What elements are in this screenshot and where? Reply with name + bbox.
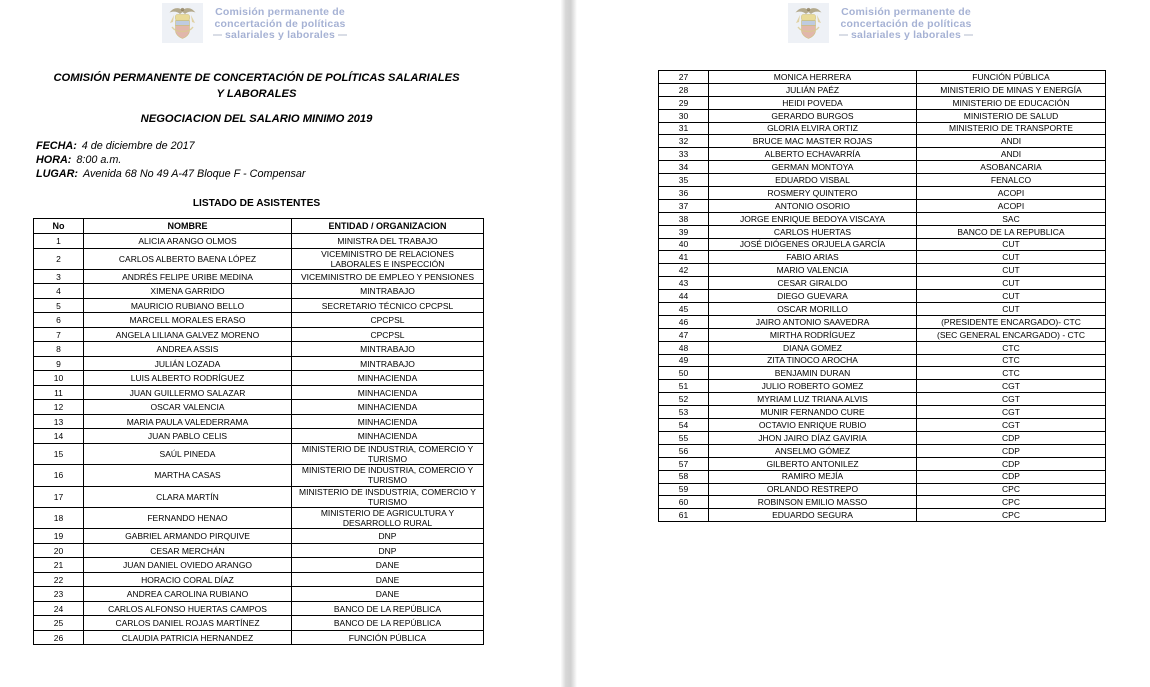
cell-no: 51 (659, 380, 709, 393)
cell-entity: (SEC GENERAL ENCARGADO) - CTC (917, 328, 1106, 341)
cell-no: 25 (34, 616, 84, 631)
table-row (34, 587, 484, 602)
cell-entity: SECRETARIO TÉCNICO CPCPSL (292, 298, 484, 313)
table-row (659, 354, 1106, 367)
cell-no: 24 (34, 601, 84, 616)
attendee-table-page-2 (658, 70, 1106, 522)
cell-no: 17 (34, 486, 84, 507)
table-row (659, 83, 1106, 96)
cell-no: 32 (659, 135, 709, 148)
table-row (659, 406, 1106, 419)
cell-entity: CGT (917, 419, 1106, 432)
table-row (659, 380, 1106, 393)
table-row (659, 96, 1106, 109)
cell-entity: MINISTERIO DE TRANSPORTE (917, 122, 1106, 135)
cell-name: JUAN DANIEL OVIEDO ARANGO (84, 558, 292, 573)
table-row (34, 486, 484, 507)
cell-entity: MINISTERIO DE AGRICULTURA Y DESARROLLO RURAL (292, 508, 484, 529)
cell-entity: CGT (917, 380, 1106, 393)
cell-name: CARLOS DANIEL ROJAS MARTÍNEZ (84, 616, 292, 631)
cell-entity: BANCO DE LA REPÚBLICA (292, 601, 484, 616)
cell-entity: CPC (917, 483, 1106, 496)
cell-name: OSCAR MORILLO (709, 303, 917, 316)
cell-no: 39 (659, 225, 709, 238)
cell-no: 4 (34, 284, 84, 299)
cell-entity: ACOPI (917, 187, 1106, 200)
cell-entity: MINHACIENDA (292, 385, 484, 400)
cell-name: JAIRO ANTONIO SAAVEDRA (709, 315, 917, 328)
table-row (34, 616, 484, 631)
cell-entity: CUT (917, 264, 1106, 277)
cell-entity: CGT (917, 406, 1106, 419)
table-row (34, 269, 484, 284)
cell-entity: FENALCO (917, 174, 1106, 187)
table-row (34, 443, 484, 464)
cell-entity: MINHACIENDA (292, 400, 484, 415)
cell-entity: CTC (917, 367, 1106, 380)
table-row (34, 234, 484, 249)
cell-entity: MINISTERIO DE INSDUSTRIA, COMERCIO Y TURISMO (292, 486, 484, 507)
cell-no: 34 (659, 161, 709, 174)
cell-no: 54 (659, 419, 709, 432)
cell-entity: DANE (292, 587, 484, 602)
cell-entity: CTC (917, 354, 1106, 367)
lugar-value: Avenida 68 No 49 A-47 Bloque F - Compensar (82, 168, 306, 181)
table-row (659, 174, 1106, 187)
cell-no: 36 (659, 187, 709, 200)
cell-name: EDUARDO VISBAL (709, 174, 917, 187)
cell-name: JULIO ROBERTO GOMEZ (709, 380, 917, 393)
table-row (659, 277, 1106, 290)
table-row (659, 109, 1106, 122)
table-row (34, 248, 484, 269)
table-row (34, 630, 484, 645)
cell-entity: MINISTERIO DE SALUD (917, 109, 1106, 122)
table-row (34, 371, 484, 386)
cell-name: JORGE ENRIQUE BEDOYA VISCAYA (709, 212, 917, 225)
table-row (659, 328, 1106, 341)
table-row (659, 303, 1106, 316)
table-row (659, 290, 1106, 303)
table-row (659, 212, 1106, 225)
cell-name: FABIO ARIAS (709, 251, 917, 264)
colombia-coat-of-arms-icon (162, 3, 203, 43)
cell-no: 56 (659, 444, 709, 457)
header-no: No (34, 219, 84, 234)
decorative-dash (213, 34, 222, 36)
cell-no: 33 (659, 148, 709, 161)
cell-no: 18 (34, 508, 84, 529)
table-row (659, 199, 1106, 212)
cell-name: ANDREA CAROLINA RUBIANO (84, 587, 292, 602)
cell-name: JOSÉ DIÓGENES ORJUELA GARCÍA (709, 238, 917, 251)
cell-entity: CPCPSL (292, 313, 484, 328)
cell-name: ORLANDO RESTREPO (709, 483, 917, 496)
cell-name: ROSMERY QUINTERO (709, 187, 917, 200)
cell-name: ALICIA ARANGO OLMOS (84, 234, 292, 249)
cell-entity: DANE (292, 572, 484, 587)
cell-no: 20 (34, 543, 84, 558)
cell-entity: MINISTRA DEL TRABAJO (292, 234, 484, 249)
cell-no: 29 (659, 96, 709, 109)
cell-name: ZITA TINOCO AROCHA (709, 354, 917, 367)
cell-entity: CGT (917, 393, 1106, 406)
cell-entity: VICEMINISTRO DE RELACIONES LABORALES E INSPECCIÓN (292, 248, 484, 269)
table-row (659, 264, 1106, 277)
cell-no: 26 (34, 630, 84, 645)
logo-line-3: salariales y laborales (836, 30, 976, 42)
cell-entity: VICEMINISTRO DE EMPLEO Y PENSIONES (292, 269, 484, 284)
hora-value: 8:00 a.m. (76, 154, 122, 167)
cell-entity: (PRESIDENTE ENCARGADO)- CTC (917, 315, 1106, 328)
cell-name: GERMAN MONTOYA (709, 161, 917, 174)
hora-label: HORA: (36, 154, 72, 167)
attendee-list-title: LISTADO DE ASISTENTES (192, 198, 321, 209)
cell-no: 46 (659, 315, 709, 328)
cell-no: 13 (34, 414, 84, 429)
lugar-label: LUGAR: (36, 168, 78, 181)
cell-name: ANDRÉS FELIPE URIBE MEDINA (84, 269, 292, 284)
table-row (659, 135, 1106, 148)
cell-name: DIANA GOMEZ (709, 341, 917, 354)
cell-entity: DNP (292, 543, 484, 558)
table-row (34, 284, 484, 299)
lugar-line (36, 167, 305, 181)
cell-no: 49 (659, 354, 709, 367)
cell-name: RAMIRO MEJÍA (709, 470, 917, 483)
table-row (34, 414, 484, 429)
cell-no: 21 (34, 558, 84, 573)
cell-no: 48 (659, 341, 709, 354)
cell-no: 7 (34, 327, 84, 342)
table-row (659, 71, 1106, 84)
cell-name: ANGELA LILIANA GALVEZ MORENO (84, 327, 292, 342)
cell-entity: CUT (917, 238, 1106, 251)
cell-no: 5 (34, 298, 84, 313)
table-row (659, 225, 1106, 238)
document-title-line-1: COMISIÓN PERMANENTE DE CONCERTACIÓN DE POLÍTICAS SALARIALES (53, 72, 460, 84)
cell-no: 37 (659, 199, 709, 212)
header-nombre: NOMBRE (84, 219, 292, 234)
cell-no: 57 (659, 457, 709, 470)
document-subtitle: NEGOCIACION DEL SALARIO MINIMO 2019 (140, 113, 373, 125)
cell-entity: CDP (917, 470, 1106, 483)
cell-entity: MINHACIENDA (292, 371, 484, 386)
cell-entity: ANDI (917, 148, 1106, 161)
table-row (659, 148, 1106, 161)
cell-name: MARCELL MORALES ERASO (84, 313, 292, 328)
cell-name: CARLOS ALBERTO BAENA LÓPEZ (84, 248, 292, 269)
cell-no: 22 (34, 572, 84, 587)
cell-name: EDUARDO SEGURA (709, 509, 917, 522)
cell-entity: MINTRABAJO (292, 342, 484, 357)
cell-name: GLORIA ELVIRA ORTIZ (709, 122, 917, 135)
table-row (659, 315, 1106, 328)
page-2 (577, 0, 1150, 687)
cell-name: MONICA HERRERA (709, 71, 917, 84)
cell-no: 45 (659, 303, 709, 316)
table-row (34, 385, 484, 400)
page-1 (0, 0, 561, 687)
cell-no: 14 (34, 429, 84, 444)
cell-entity: CPC (917, 496, 1106, 509)
cell-no: 55 (659, 431, 709, 444)
cell-entity: MINTRABAJO (292, 356, 484, 371)
cell-no: 40 (659, 238, 709, 251)
cell-entity: DNP (292, 529, 484, 544)
cell-name: CLARA MARTÍN (84, 486, 292, 507)
table-row (34, 558, 484, 573)
cell-entity: MINISTERIO DE EDUCACIÓN (917, 96, 1106, 109)
cell-no: 35 (659, 174, 709, 187)
fecha-label: FECHA: (36, 140, 77, 152)
cell-entity: SAC (917, 212, 1106, 225)
cell-no: 9 (34, 356, 84, 371)
cell-no: 61 (659, 509, 709, 522)
cell-no: 58 (659, 470, 709, 483)
cell-name: CESAR MERCHÁN (84, 543, 292, 558)
table-row (659, 367, 1106, 380)
cell-entity: MINISTERIO DE MINAS Y ENERGÍA (917, 83, 1106, 96)
cell-name: JUAN PABLO CELIS (84, 429, 292, 444)
cell-name: MARIO VALENCIA (709, 264, 917, 277)
table-row (34, 543, 484, 558)
cell-no: 6 (34, 313, 84, 328)
logo-line-2: concertación de políticas (214, 17, 346, 30)
table-row (659, 341, 1106, 354)
cell-no: 41 (659, 251, 709, 264)
cell-no: 8 (34, 342, 84, 357)
cell-no: 16 (34, 465, 84, 486)
cell-name: ALBERTO ECHAVARRÍA (709, 148, 917, 161)
cell-name: CESAR GIRALDO (709, 277, 917, 290)
table-row (34, 529, 484, 544)
cell-no: 44 (659, 290, 709, 303)
cell-entity: CUT (917, 251, 1106, 264)
cell-name: FERNANDO HENAO (84, 508, 292, 529)
hora-line (36, 153, 305, 167)
cell-no: 1 (34, 234, 84, 249)
cell-entity: CDP (917, 457, 1106, 470)
cell-no: 60 (659, 496, 709, 509)
cell-name: LUIS ALBERTO RODRÍGUEZ (84, 371, 292, 386)
cell-name: CARLOS ALFONSO HUERTAS CAMPOS (84, 601, 292, 616)
cell-entity: CUT (917, 290, 1106, 303)
logo-line-2: concertación de políticas (840, 17, 972, 30)
table-row (659, 509, 1106, 522)
cell-name: JULIÁN LOZADA (84, 356, 292, 371)
cell-name: CLAUDIA PATRICIA HERNANDEZ (84, 630, 292, 645)
page-gutter (561, 0, 577, 687)
header-entidad: ENTIDAD / ORGANIZACION (292, 219, 484, 234)
decorative-dash (964, 34, 973, 36)
cell-no: 59 (659, 483, 709, 496)
table-row (659, 496, 1106, 509)
cell-name: ROBINSON EMILIO MASSO (709, 496, 917, 509)
cell-no: 43 (659, 277, 709, 290)
logo-line-3: salariales y laborales (210, 30, 350, 42)
cell-entity: MINTRABAJO (292, 284, 484, 299)
cell-no: 52 (659, 393, 709, 406)
cell-no: 53 (659, 406, 709, 419)
table-header-row (34, 219, 484, 234)
cell-entity: FUNCIÓN PÚBLICA (917, 71, 1106, 84)
cell-name: MIRTHA RODRÍGUEZ (709, 328, 917, 341)
logo-text (210, 3, 350, 42)
document-title (30, 70, 483, 102)
letterhead (788, 3, 976, 43)
table-row (34, 601, 484, 616)
cell-no: 31 (659, 122, 709, 135)
table-row (34, 342, 484, 357)
letterhead (162, 3, 350, 43)
cell-name: HEIDI POVEDA (709, 96, 917, 109)
colombia-coat-of-arms-icon (788, 3, 829, 43)
table-row (34, 327, 484, 342)
cell-entity: MINISTERIO DE INDUSTRIA, COMERCIO Y TURISMO (292, 465, 484, 486)
cell-no: 47 (659, 328, 709, 341)
cell-name: JUAN GUILLERMO SALAZAR (84, 385, 292, 400)
table-row (34, 465, 484, 486)
cell-name: JHON JAIRO DÍAZ GAVIRIA (709, 431, 917, 444)
cell-name: MARTHA CASAS (84, 465, 292, 486)
cell-no: 12 (34, 400, 84, 415)
cell-name: MARIA PAULA VALEDERRAMA (84, 414, 292, 429)
cell-entity: MINHACIENDA (292, 429, 484, 444)
cell-no: 38 (659, 212, 709, 225)
cell-entity: CUT (917, 303, 1106, 316)
table-row (659, 431, 1106, 444)
table-row (659, 444, 1106, 457)
cell-no: 11 (34, 385, 84, 400)
cell-name: HORACIO CORAL DÍAZ (84, 572, 292, 587)
cell-name: ANTONIO OSORIO (709, 199, 917, 212)
cell-name: GERARDO BURGOS (709, 109, 917, 122)
cell-no: 23 (34, 587, 84, 602)
cell-entity: BANCO DE LA REPUBLICA (917, 225, 1106, 238)
cell-entity: MINHACIENDA (292, 414, 484, 429)
cell-entity: MINISTERIO DE INDUSTRIA, COMERCIO Y TURISMO (292, 443, 484, 464)
table-row (34, 298, 484, 313)
table-row (34, 508, 484, 529)
table-row (34, 313, 484, 328)
cell-entity: CPCPSL (292, 327, 484, 342)
cell-no: 50 (659, 367, 709, 380)
table-row (659, 251, 1106, 264)
table-row (659, 483, 1106, 496)
cell-name: ANSELMO GÓMEZ (709, 444, 917, 457)
cell-no: 19 (34, 529, 84, 544)
fecha-line (36, 139, 305, 153)
cell-entity: CUT (917, 277, 1106, 290)
table-row (659, 457, 1106, 470)
decorative-dash (338, 34, 347, 36)
cell-entity: ANDI (917, 135, 1106, 148)
cell-name: CARLOS HUERTAS (709, 225, 917, 238)
table-row (659, 187, 1106, 200)
cell-name: MUNIR FERNANDO CURE (709, 406, 917, 419)
cell-no: 3 (34, 269, 84, 284)
cell-no: 42 (659, 264, 709, 277)
cell-name: XIMENA GARRIDO (84, 284, 292, 299)
table-row (659, 470, 1106, 483)
table-row (34, 356, 484, 371)
table-row (659, 393, 1106, 406)
cell-no: 28 (659, 83, 709, 96)
table-row (34, 400, 484, 415)
table-row (659, 161, 1106, 174)
cell-name: GILBERTO ANTONILEZ (709, 457, 917, 470)
cell-no: 15 (34, 443, 84, 464)
cell-no: 10 (34, 371, 84, 386)
cell-entity: ACOPI (917, 199, 1106, 212)
cell-entity: FUNCIÓN PÚBLICA (292, 630, 484, 645)
logo-text (836, 3, 976, 42)
cell-entity: CDP (917, 431, 1106, 444)
cell-name: DIEGO GUEVARA (709, 290, 917, 303)
logo-line-1: Comisión permanente de (215, 6, 345, 18)
cell-entity: CPC (917, 509, 1106, 522)
cell-name: MYRIAM LUZ TRIANA ALVIS (709, 393, 917, 406)
cell-name: OSCAR VALENCIA (84, 400, 292, 415)
table-row (659, 122, 1106, 135)
meeting-meta (36, 139, 305, 182)
cell-entity: CDP (917, 444, 1106, 457)
logo-line-1: Comisión permanente de (841, 6, 971, 18)
table-row (659, 238, 1106, 251)
decorative-dash (839, 34, 848, 36)
cell-name: ANDREA ASSIS (84, 342, 292, 357)
cell-entity: DANE (292, 558, 484, 573)
attendee-table-page-1 (33, 218, 484, 645)
cell-name: OCTAVIO ENRIQUE RUBIO (709, 419, 917, 432)
table-row (34, 429, 484, 444)
cell-name: GABRIEL ARMANDO PIRQUIVE (84, 529, 292, 544)
document-title-line-2: Y LABORALES (216, 88, 297, 100)
cell-name: MAURICIO RUBIANO BELLO (84, 298, 292, 313)
cell-name: JULIÁN PAÉZ (709, 83, 917, 96)
cell-name: BRUCE MAC MASTER ROJAS (709, 135, 917, 148)
cell-name: BENJAMIN DURAN (709, 367, 917, 380)
cell-no: 27 (659, 71, 709, 84)
table-row (34, 572, 484, 587)
cell-no: 30 (659, 109, 709, 122)
cell-name: SAÚL PINEDA (84, 443, 292, 464)
table-row (659, 419, 1106, 432)
fecha-value: 4 de diciembre de 2017 (81, 140, 195, 152)
cell-no: 2 (34, 248, 84, 269)
cell-entity: ASOBANCARIA (917, 161, 1106, 174)
cell-entity: CTC (917, 341, 1106, 354)
cell-entity: BANCO DE LA REPÚBLICA (292, 616, 484, 631)
